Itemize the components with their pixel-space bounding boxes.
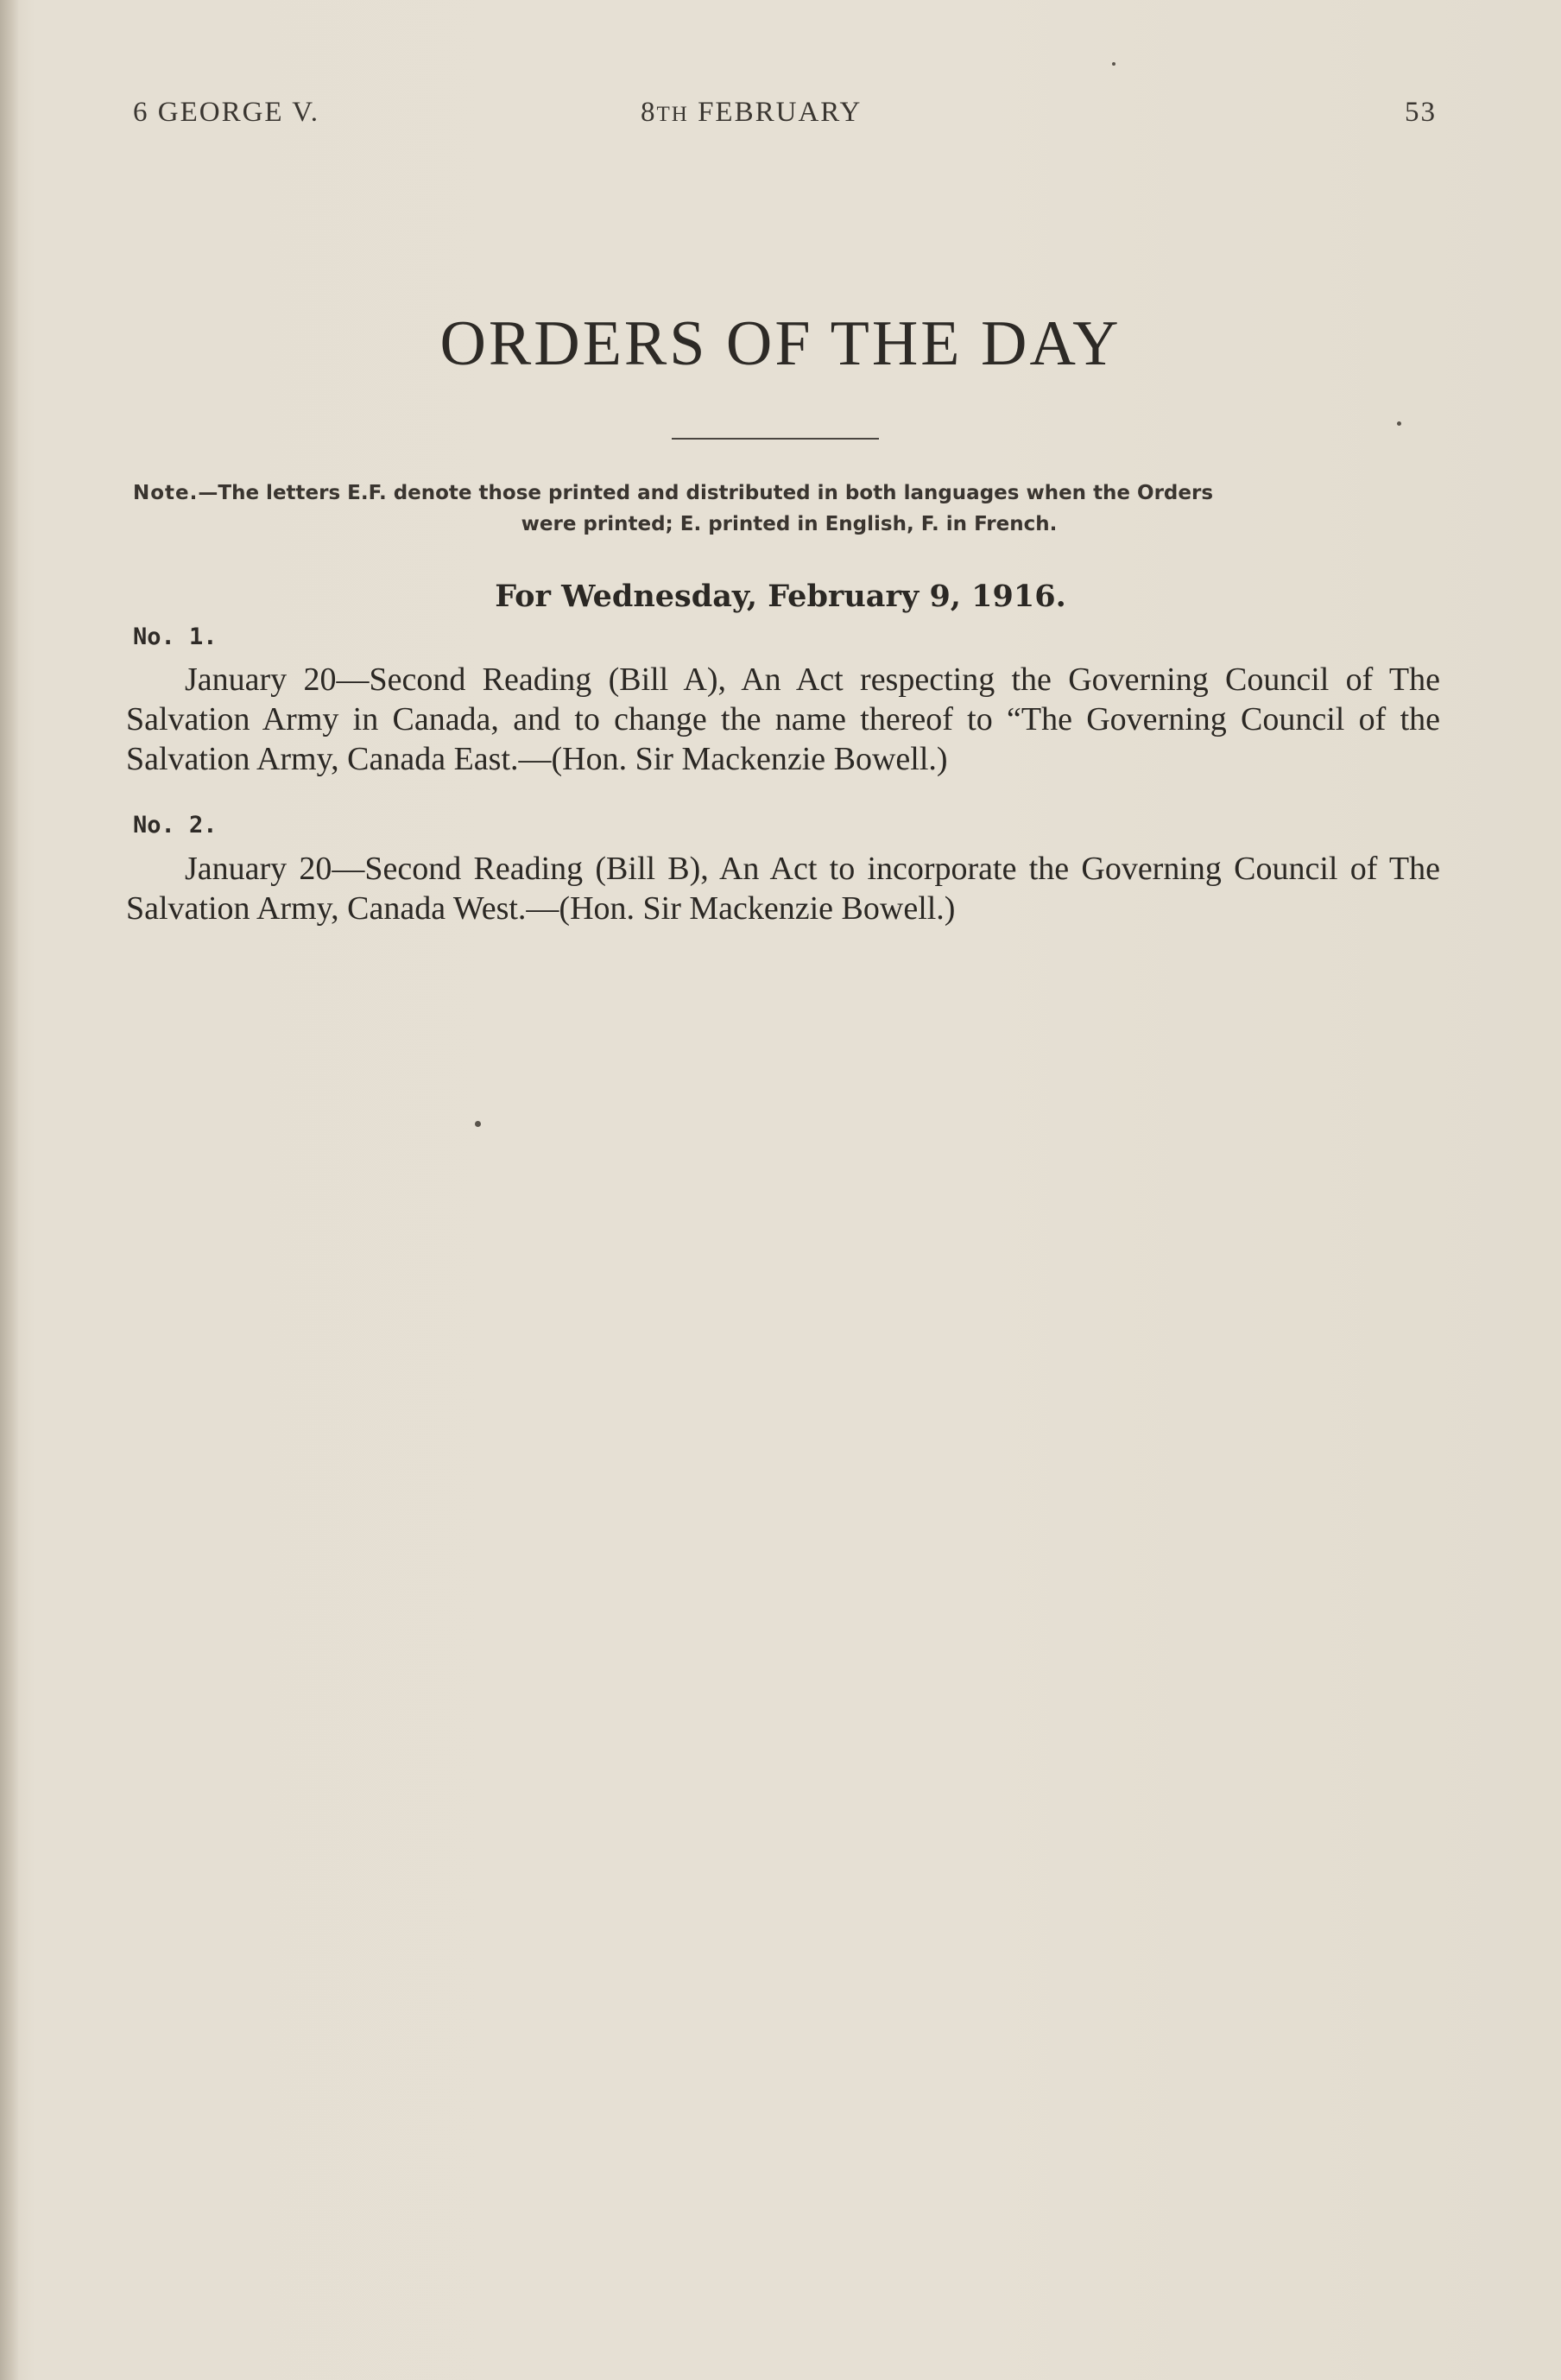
item-number: No. 1. [133, 623, 218, 650]
note-label: Note. [133, 482, 199, 504]
running-head-day: 8 [641, 97, 657, 128]
paper-speck [1397, 421, 1401, 426]
note-text-line1: —The letters E.F. denote those printed and distributed in both languages when the Orders [198, 482, 1214, 504]
running-head-center [641, 97, 862, 129]
title-rule [672, 438, 879, 440]
date-heading: For Wednesday, February 9, 1916. [495, 579, 1066, 614]
item-text: January 20—Second Reading (Bill B), An Act to incorporate the Governing Council of The Salvation Army, Canada West.—(Hon. Sir Mackenzie Bowell.) [126, 851, 1440, 927]
running-head-month: FEBRUARY [688, 97, 863, 128]
page-title: ORDERS OF THE DAY [439, 308, 1122, 379]
paper-speck [475, 1121, 481, 1127]
running-head [0, 97, 1561, 140]
item-number: No. 2. [133, 812, 218, 839]
running-head-ordinal: TH [656, 103, 689, 126]
note-text-line2: were printed; E. printed in English, F. in French. [521, 513, 1058, 535]
paper-speck [1112, 62, 1115, 66]
page-number: 53 [1405, 97, 1437, 128]
running-head-left: 6 GEORGE V. [133, 97, 320, 128]
note-paragraph [133, 478, 1438, 540]
item-text: January 20—Second Reading (Bill A), An Act respecting the Governing Council of The Salvation Army in Canada, and to change the name thereof to “The Governing Council of the Salvation Army, Canada East.—(Hon. Sir Mackenzie Bowell.) [126, 661, 1440, 777]
